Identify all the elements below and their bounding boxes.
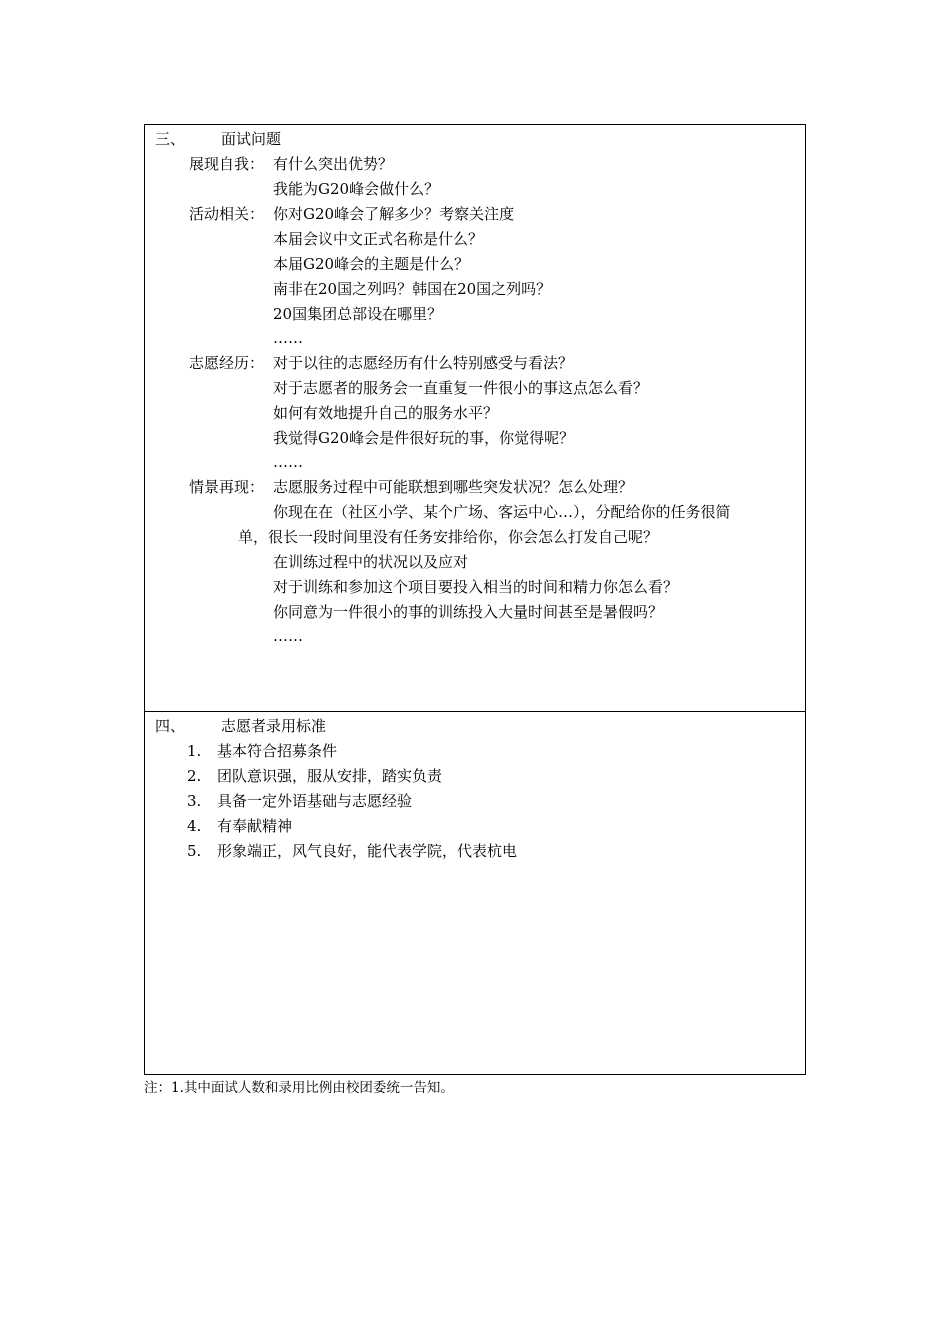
question-item: 南非在20国之列吗？韩国在20国之列吗？ [273, 280, 552, 298]
question-item: 你现在在（社区小学、某个广场、客运中心…），分配给你的任务很简 [273, 503, 731, 521]
interview-questions-cell [144, 124, 806, 712]
criteria-number: 2. [187, 767, 202, 785]
footnote: 注：1.其中面试人数和录用比例由校团委统一告知。 [144, 1080, 454, 1096]
criteria-number: 1. [187, 742, 202, 760]
section-number: 三、 [155, 130, 186, 148]
question-item: 有什么突出优势？ [273, 155, 394, 173]
question-item: 我能为G20峰会做什么？ [273, 180, 440, 198]
criteria-item: 团队意识强，服从安排，踏实负责 [217, 767, 443, 785]
question-item: 如何有效地提升自己的服务水平？ [273, 404, 499, 422]
volunteer-criteria-cell [144, 711, 806, 1075]
section-title: 志愿者录用标准 [221, 717, 327, 735]
section-title: 面试问题 [221, 130, 282, 148]
criteria-item: 有奉献精神 [217, 817, 293, 835]
question-item: 你对G20峰会了解多少？考察关注度 [273, 205, 515, 223]
criteria-number: 4. [187, 817, 202, 835]
question-item: 在训练过程中的状况以及应对 [273, 553, 469, 571]
category-label-activity: 活动相关： [189, 205, 265, 223]
criteria-number: 5. [187, 842, 202, 860]
ellipsis: …… [273, 453, 303, 471]
question-item: 本届G20峰会的主题是什么？ [273, 255, 470, 273]
question-item-continuation: 单，很长一段时间里没有任务安排给你，你会怎么打发自己呢？ [238, 528, 659, 546]
question-item: 对于以往的志愿经历有什么特别感受与看法？ [273, 354, 574, 372]
criteria-number: 3. [187, 792, 202, 810]
question-item: 对于训练和参加这个项目要投入相当的时间和精力你怎么看？ [273, 578, 679, 596]
section-number: 四、 [155, 717, 186, 735]
category-label-self: 展现自我： [189, 155, 265, 173]
question-item: 本届会议中文正式名称是什么？ [273, 230, 484, 248]
ellipsis: …… [273, 627, 303, 645]
question-item: 20国集团总部设在哪里？ [273, 305, 443, 323]
question-item: 我觉得G20峰会是件很好玩的事，你觉得呢？ [273, 429, 575, 447]
criteria-item: 基本符合招募条件 [217, 742, 338, 760]
criteria-item: 形象端正，风气良好，能代表学院，代表杭电 [217, 842, 518, 860]
category-label-experience: 志愿经历： [189, 354, 265, 372]
ellipsis: …… [273, 329, 303, 347]
criteria-item: 具备一定外语基础与志愿经验 [217, 792, 413, 810]
question-item: 你同意为一件很小的事的训练投入大量时间甚至是暑假吗？ [273, 603, 664, 621]
question-item: 志愿服务过程中可能联想到哪些突发状况？怎么处理？ [273, 478, 634, 496]
category-label-scenario: 情景再现： [189, 478, 265, 496]
question-item: 对于志愿者的服务会一直重复一件很小的事这点怎么看？ [273, 379, 649, 397]
